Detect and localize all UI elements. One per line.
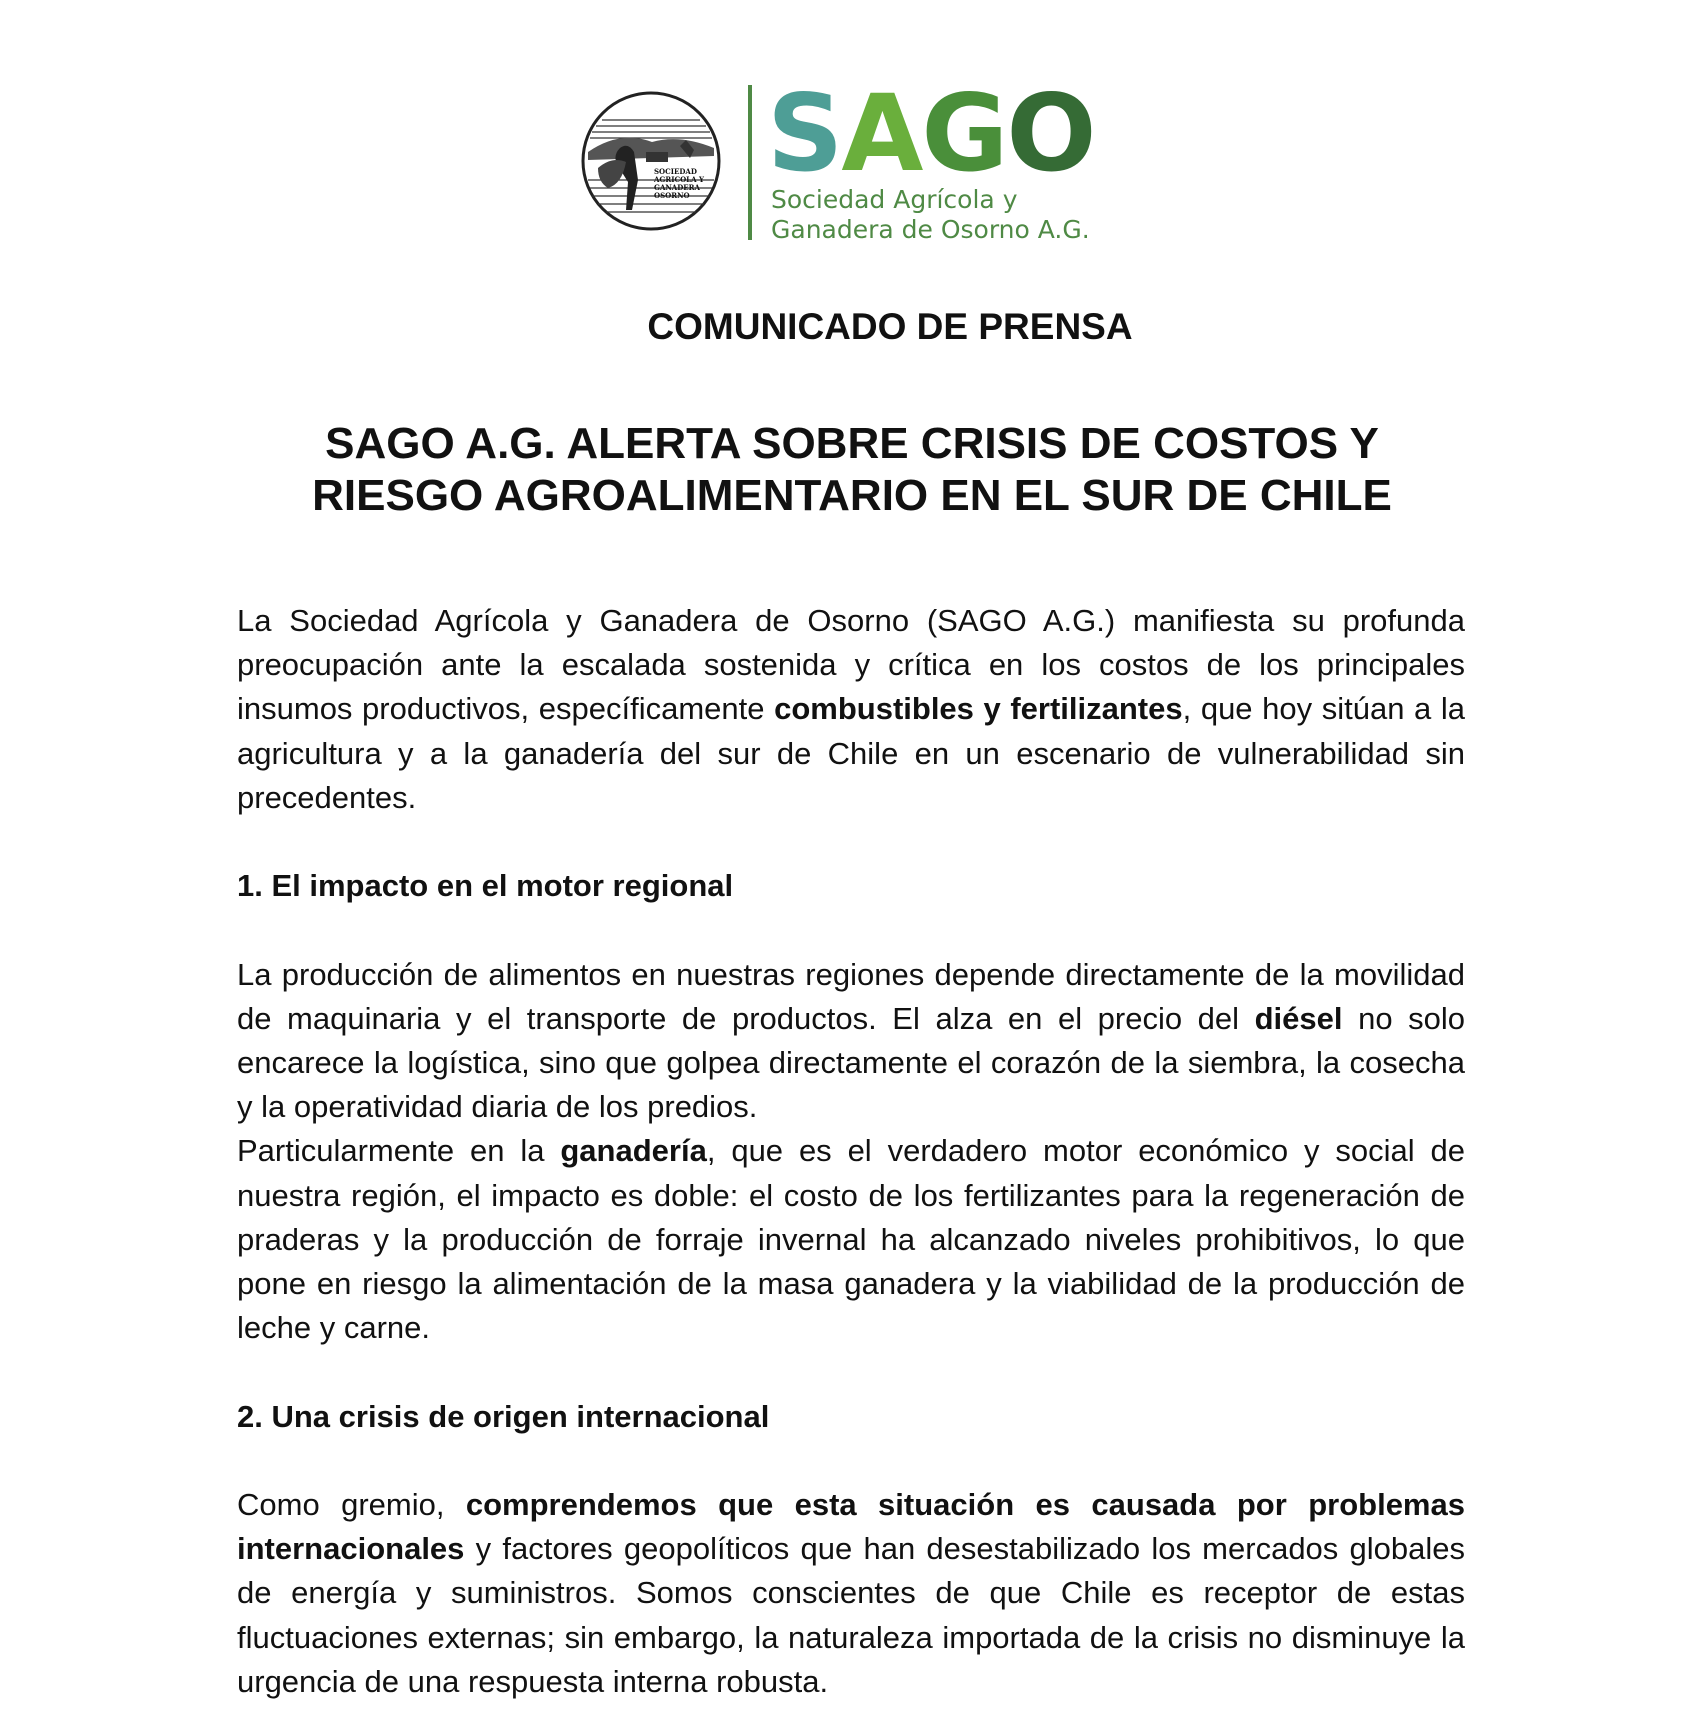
brand-wordmark bbox=[767, 72, 1095, 195]
text-run: y factores geopolíticos que han desestabilizado los mercados globales de energía y suministros. Somos conscientes de que Chile es receptor de estas fluctuaciones externas; sin embargo, la naturaleza importada de la crisis no disminuye la urgencia de una respuesta interna robusta. bbox=[237, 1531, 1465, 1699]
text-run: Particularmente en la bbox=[237, 1133, 561, 1169]
seal-text-line: AGRICOLA Y bbox=[654, 175, 704, 184]
text-run: La producción de alimentos en nuestras regiones depende directamente de la movilidad de maquinaria y el transporte de productos. El alza en el precio del bbox=[237, 956, 1465, 1036]
brand-subtitle-line: Sociedad Agrícola y bbox=[771, 185, 1018, 214]
section-paragraph bbox=[237, 1483, 1465, 1704]
brand-letter: O bbox=[1006, 72, 1095, 195]
document-body bbox=[237, 599, 1465, 1704]
document-type-label: COMUNICADO DE PRENSA bbox=[647, 306, 1133, 347]
text-run: no solo encarece la logística, sino que golpea directamente el corazón de la siembra, la cosecha y la operatividad diaria de los predios. bbox=[237, 1000, 1466, 1125]
seal-emblem-icon bbox=[580, 90, 722, 232]
text-run: Como gremio, bbox=[237, 1487, 466, 1522]
page-title bbox=[237, 418, 1467, 522]
section-paragraph bbox=[237, 1129, 1465, 1350]
seal-text-line: OSORNO bbox=[654, 191, 690, 200]
emphasis-text: diésel bbox=[1254, 1000, 1343, 1036]
brand-subtitle bbox=[771, 185, 1090, 245]
section-heading: 1. El impacto en el motor regional bbox=[237, 868, 734, 904]
brand-letter: G bbox=[921, 72, 1007, 195]
section-paragraph bbox=[237, 953, 1465, 1130]
seal-text-line: SOCIEDAD bbox=[654, 167, 697, 176]
text-run: , que hoy sitúan a la agricultura y a la ganadería del sur de Chile en un escenario de vulnerabilidad sin precedentes. bbox=[237, 691, 1465, 815]
emphasis-text: combustibles y fertilizantes bbox=[774, 691, 1183, 727]
intro-paragraph bbox=[237, 599, 1465, 820]
emphasis-text: ganadería bbox=[560, 1133, 707, 1169]
logo-divider bbox=[748, 85, 752, 240]
section-heading: 2. Una crisis de origen internacional bbox=[237, 1398, 770, 1434]
brand-letter: A bbox=[841, 72, 922, 195]
headline-line: SAGO A.G. ALERTA SOBRE CRISIS DE COSTOS Y bbox=[325, 419, 1379, 468]
text-run: , que es el verdadero motor económico y social de nuestra región, el impacto es doble: el costo de los fertilizantes para la regeneración de praderas y la producción de forraje invernal ha alcanzado niveles prohibitivos, lo que pone en riesgo la alimentación de la masa ganadera y la viabilidad de la producción de leche y carne. bbox=[237, 1133, 1466, 1346]
text-run: La Sociedad Agrícola y Ganadera de Osorno (SAGO A.G.) manifiesta su profunda preocupación ante la escalada sostenida y crítica en los costos de los principales insumos productivos, específicamente bbox=[237, 603, 1465, 727]
brand-subtitle-line: Ganadera de Osorno A.G. bbox=[771, 215, 1090, 244]
seal-text-line: GANADERA bbox=[654, 183, 700, 192]
organization-logo bbox=[575, 72, 1095, 245]
emphasis-text: comprendemos que esta situación es causada por problemas internacionales bbox=[237, 1487, 1465, 1567]
headline-line: RIESGO AGROALIMENTARIO EN EL SUR DE CHILE bbox=[312, 471, 1392, 520]
brand-letter: S bbox=[767, 72, 842, 195]
